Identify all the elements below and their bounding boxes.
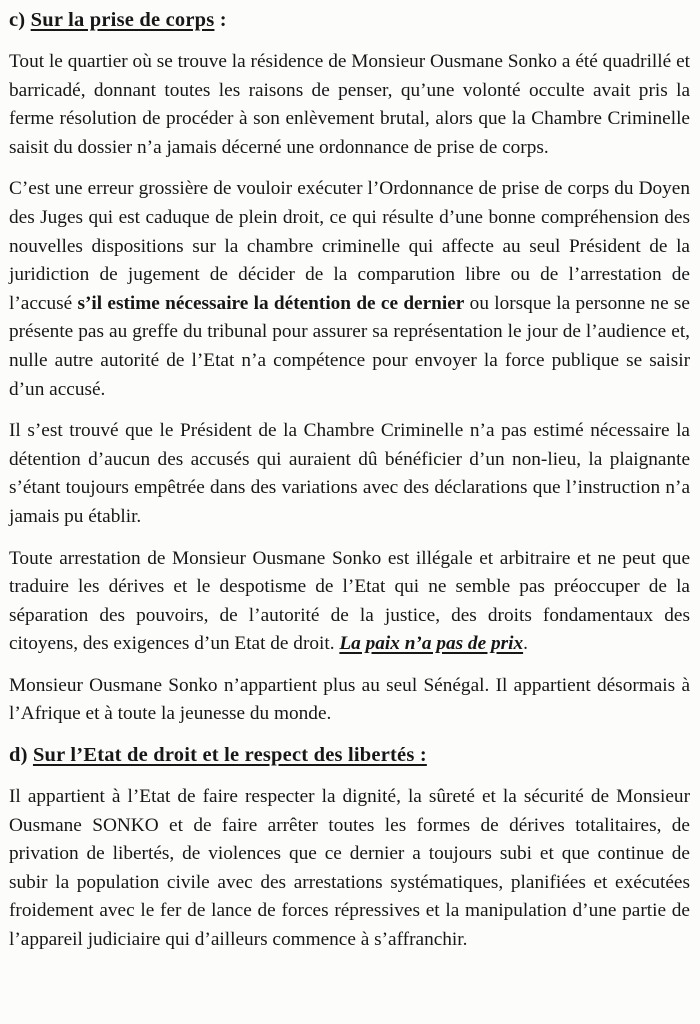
- section-heading-d: [9, 742, 690, 768]
- text-run: C’est une erreur grossière de vouloir exécuter l’Ordonnance de prise de corps du Doyen des Juges qui est caduque de plein droit, ce qui résulte d’une bonne compréhension des nouvelles dispositions sur la chambre criminelle qui affecte au seul Président de la juridiction de jugement de décider de la comparution libre ou de l’arrestation de l’accusé: [9, 178, 690, 314]
- paragraph-prise-de-corps-2: [9, 175, 690, 404]
- paragraph-prise-de-corps-5: [9, 672, 690, 729]
- paragraph-etat-de-droit-1: [9, 783, 690, 955]
- text-run: ou lorsque la personne ne se présente pas au greffe du tribunal pour assurer sa représentation le jour de l’audience et, nulle autre autorité de l’Etat n’a compétence pour envoyer la force publique se saisir d’un accusé.: [9, 292, 690, 400]
- paragraph-prise-de-corps-3: [9, 417, 690, 531]
- heading-prefix: c): [9, 9, 31, 31]
- text-run: Toute arrestation de Monsieur Ousmane Sonko est illégale et arbitraire et ne peut que traduire les dérives et le despotisme de l’Etat qui ne semble pas préoccuper de la séparation des pouvoirs, de l’autorité de la justice, des droits fondamentaux des citoyens, des exigences d’un Etat de droit.: [9, 547, 690, 655]
- text-run: Tout le quartier où se trouve la résidence de Monsieur Ousmane Sonko a été quadrillé et barricadé, donnant toutes les raisons de penser, qu’une volonté occulte avait pris la ferme résolution de procéder à son enlèvement brutal, alors que la Chambre Criminelle saisit du dossier n’a jamais décerné une ordonnance de prise de corps.: [9, 51, 690, 158]
- section-heading-c: [9, 7, 690, 33]
- paragraph-prise-de-corps-4: [9, 545, 690, 659]
- heading-colon: :: [214, 9, 227, 31]
- text-run: Il appartient à l’Etat de faire respecter la dignité, la sûreté et la sécurité de Monsieur Ousmane SONKO et de faire arrêter toutes les formes de dérives totalitaires, de privation de libertés, de violences que ce dernier a toujours subi et que continue de subir la population civile avec des arrestations systématiques, planifiées et exécutées froidement avec le fer de lance de forces répressives et la manipulation d’une partie de l’appareil judiciaire qui d’ailleurs commence à s’affranchir.: [9, 786, 690, 951]
- heading-title: Sur l’Etat de droit et le respect des libertés :: [32, 744, 427, 767]
- heading-title: Sur la prise de corps: [30, 9, 215, 31]
- text-run: Monsieur Ousmane Sonko n’appartient plus au seul Sénégal. Il appartient désormais à l’Afrique et à toute la jeunesse du monde.: [9, 674, 690, 725]
- text-run-emphasis: La paix n’a pas de prix: [339, 633, 524, 655]
- text-run-bold: s’il estime nécessaire la détention de ce dernier: [77, 292, 465, 314]
- text-run: Il s’est trouvé que le Président de la Chambre Criminelle n’a pas estimé nécessaire la détention d’aucun des accusés qui auraient dû bénéficier d’un non-lieu, la plaignante s’étant toujours empêtrée dans des variations avec des déclarations que l’instruction n’a jamais pu établir.: [9, 420, 690, 527]
- heading-prefix: d): [9, 744, 33, 767]
- text-run: .: [523, 633, 528, 655]
- paragraph-prise-de-corps-1: [9, 48, 690, 162]
